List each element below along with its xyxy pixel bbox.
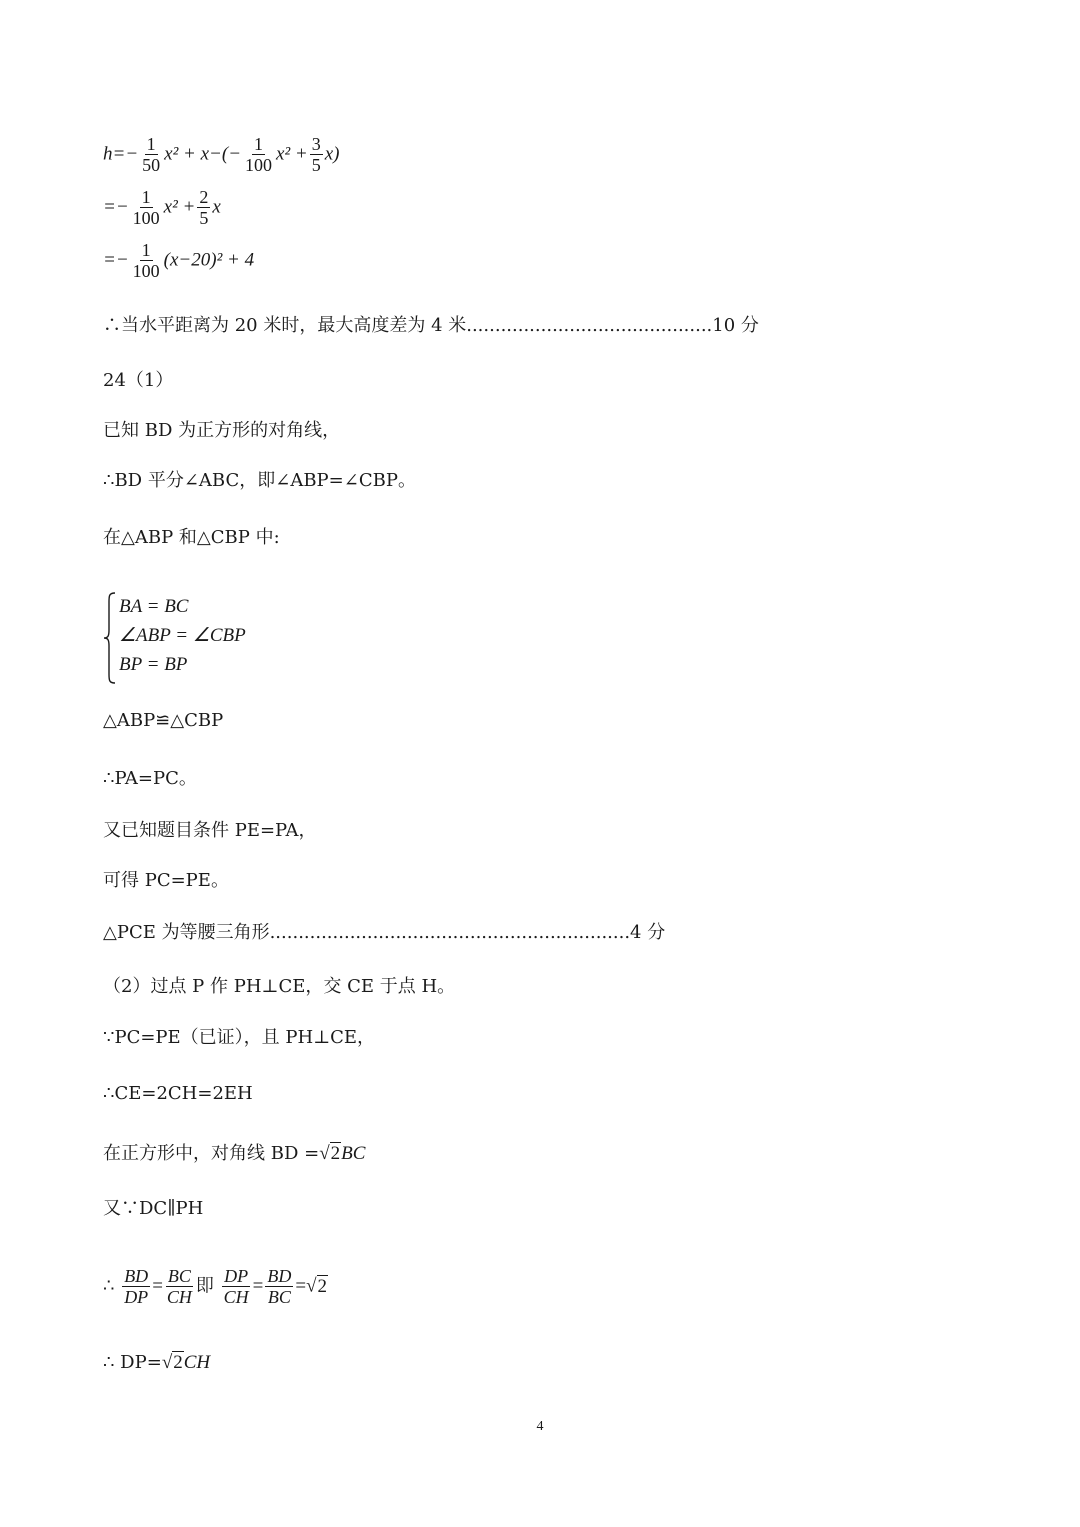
question-24-part-2: （2）过点 P 作 PH⊥CE，交 CE 于点 H。	[103, 976, 456, 997]
system-row-1: BA = BC	[119, 596, 189, 617]
left-brace-icon	[103, 592, 117, 684]
equation-line-1	[103, 134, 339, 175]
eq2-frac-2: $\frac{2}{5}$	[199, 187, 209, 228]
eq3-frac-1: $\frac{1}{100}$	[132, 240, 160, 281]
eq2-frac-1: $\frac{1}{100}$	[132, 187, 160, 228]
eq1-frac-1: $\frac{1}{50}$	[142, 134, 161, 175]
equation-line-3	[103, 240, 254, 281]
equation-system	[103, 592, 246, 684]
system-row-3: BP = BP	[119, 654, 188, 675]
dp-line: ∴ DP=√2CH	[103, 1352, 211, 1373]
pa-pc-line: ∴PA=PC。	[103, 768, 197, 789]
eq1-end: x)	[324, 143, 340, 165]
page-number: 4	[536, 1419, 544, 1434]
system-row-2: ∠ABP = ∠CBP	[119, 625, 246, 646]
because-pc-line: ∵PC=PE（已证），且 PH⊥CE，	[103, 1027, 376, 1048]
in-triangles-line: 在△ABP 和△CBP 中:	[103, 527, 280, 548]
congruent-line: △ABP≌△CBP	[103, 710, 224, 731]
eq2-lhs: =−	[103, 196, 129, 218]
pc-pe-line: 可得 PC=PE。	[103, 870, 229, 891]
ratio-frac-1: $\frac{BD}{DP}$	[124, 1266, 149, 1307]
eq1-lhs: h=−	[103, 143, 139, 165]
isosceles-line: △PCE 为等腰三角形...............................................................4 分	[103, 922, 666, 943]
question-24-part-1: 24（1）	[103, 370, 174, 391]
dc-parallel-line: 又∵DC∥PH	[103, 1198, 204, 1219]
equation-line-2	[103, 187, 221, 228]
system-rows	[119, 592, 246, 684]
eq2-mid: x² +	[163, 196, 196, 218]
eq3-lhs: =−	[103, 249, 129, 271]
bd-bisects-line: ∴BD 平分∠ABC，即∠ABP=∠CBP。	[103, 470, 416, 491]
sqrt-symbol: √	[319, 1143, 330, 1164]
ratio-frac-4: $\frac{BD}{BC}$	[267, 1266, 292, 1307]
ce-2ch-line: ∴CE=2CH=2EH	[103, 1083, 253, 1104]
ratio-frac-2: $\frac{BC}{CH}$	[166, 1266, 192, 1307]
eq3-end: (x−20)² + 4	[163, 249, 255, 271]
eq2-end: x	[212, 196, 221, 218]
ratio-frac-3: $\frac{DP}{CH}$	[223, 1266, 249, 1307]
ratio-line: ∴ $\frac{BD}{DP}$ = $\frac{BC}{CH}$ 即 $\frac{DP}{CH}$ = $\frac{BD}{BC}$ =√2	[103, 1266, 328, 1307]
given-pe-line: 又已知题目条件 PE=PA，	[103, 820, 317, 841]
eq1-frac-3: $\frac{3}{5}$	[311, 134, 321, 175]
in-square-line: 在正方形中，对角线 BD =√2BC	[103, 1143, 366, 1164]
eq1-mid2: x² +	[276, 143, 308, 165]
known-bd-line: 已知 BD 为正方形的对角线，	[103, 420, 341, 441]
eq1-mid: x² + x−(−	[164, 143, 242, 165]
conclusion-line: ∴当水平距离为 20 米时，最大高度差为 4 米...........................................10 分	[103, 315, 759, 336]
eq1-frac-2: $\frac{1}{100}$	[245, 134, 273, 175]
